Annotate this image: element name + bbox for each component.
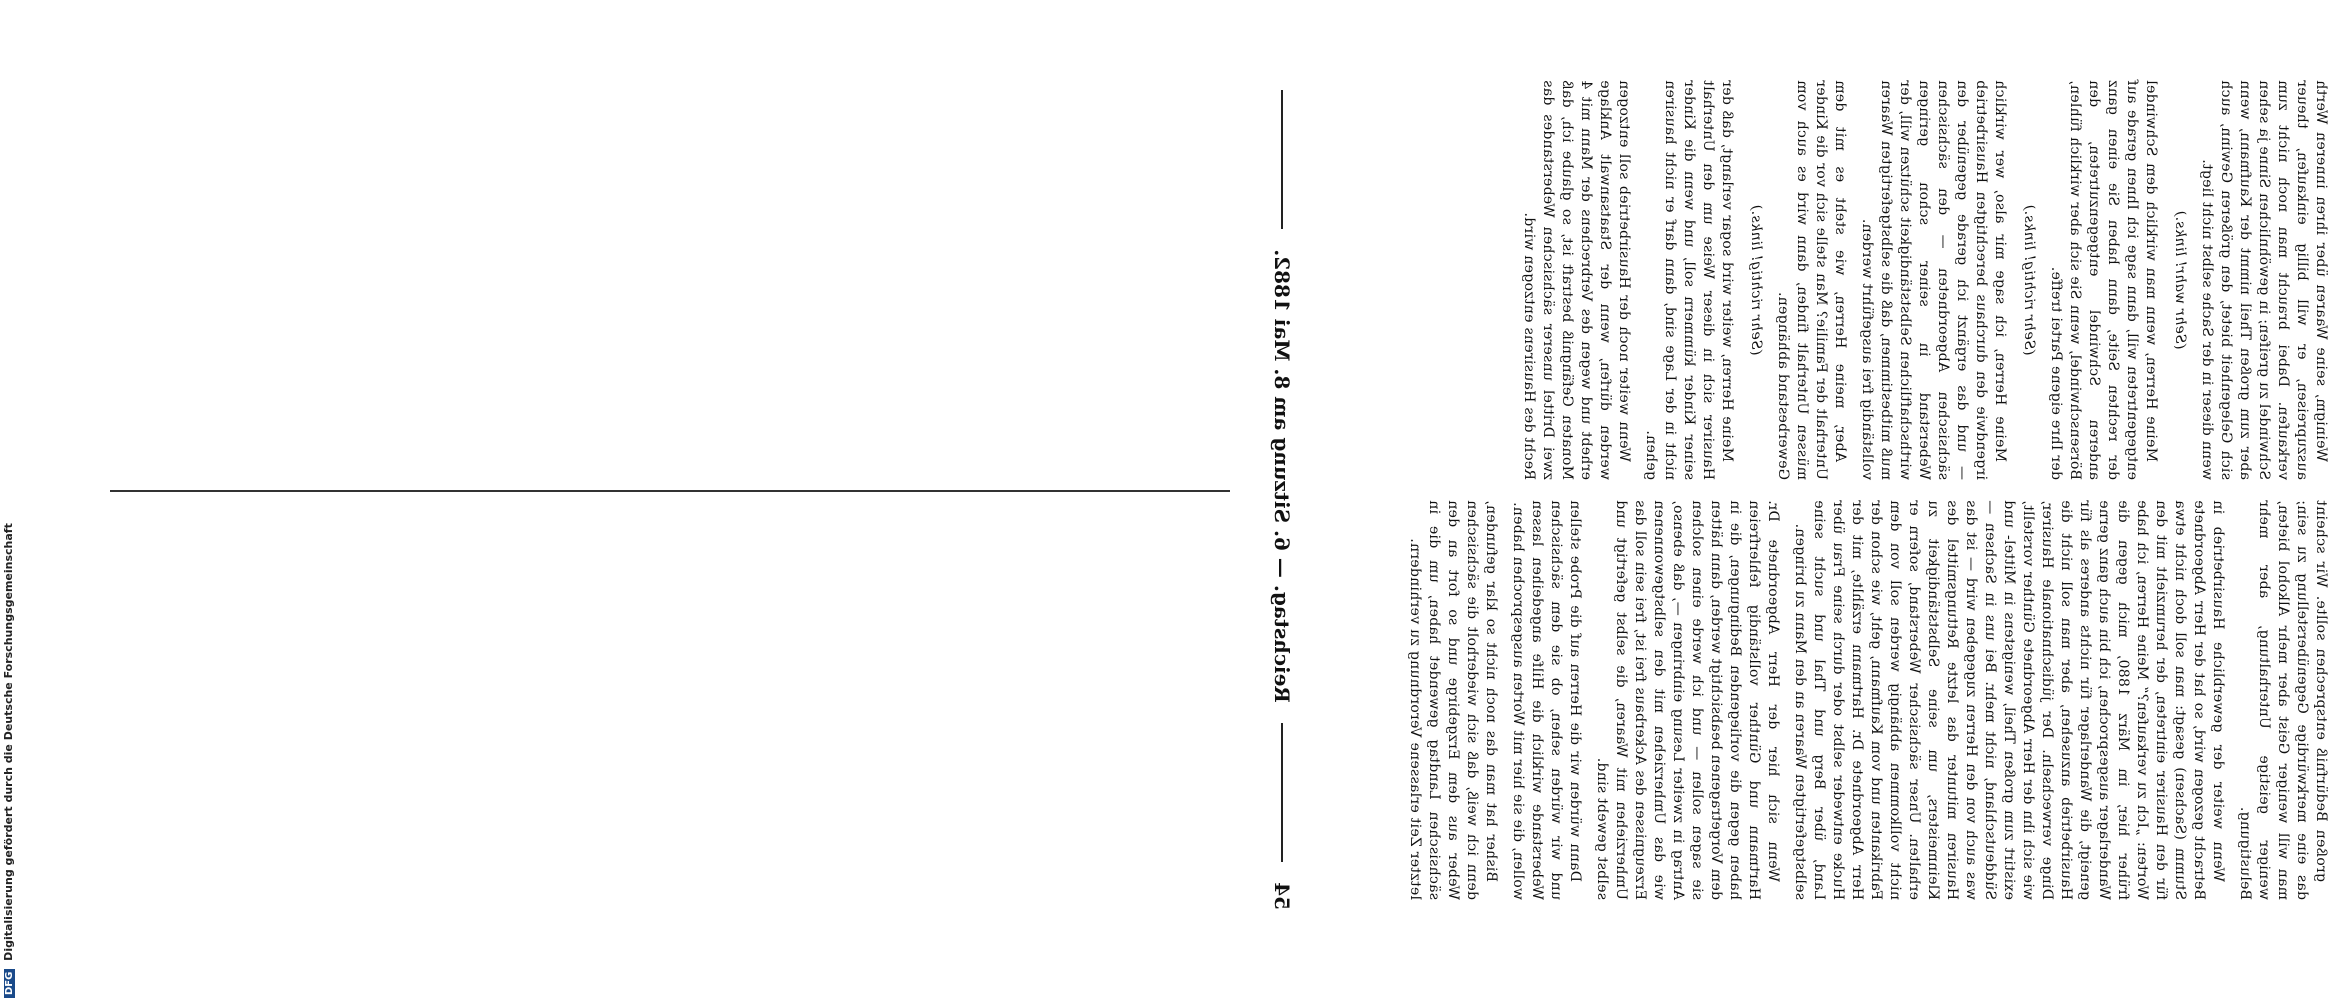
right-paragraph: Wenn weiter noch der Hausirbetrieb soll entzogen werden dürfen, wenn der Staatsanwalt Anklage erhebt und wegen des Verbrechens der Mann mit 4 Monaten Gefängniß bestraft ist, so glaube ich, daß zwei Drittel unserer sächsischen Weberstandes das Recht des Hausirens entzogen wird. <box>1521 80 1632 480</box>
left-paragraph: großen Bedürfniß entsprechen sollte. Wir scheint das eine merkwürdige Gegenüberstellung zu sein; man will weniger Geist aber mehr Alkohol bieten, weniger geistige Unterhaltung, aber mehr Belustigung. <box>2237 500 2329 900</box>
page-title: Reichstag. — 6. Sitzung am 8. Mai 1882. <box>1270 249 1294 703</box>
interjection: (Sehr richtig! links.) <box>2021 204 2037 356</box>
left-paragraph: Wenn weiter der gewerbliche Hausirbetrieb in Betracht gezogen wird, so hat der Herr Abgeordnete Stumm (Sachsen) gesagt: man soll doch nicht etwa für den Hausirer eintreten, der herumzieht mit den Worten: „Ich zu verkaufen?“ Meine Herren, ich habe früher hier, im März 1880, mich gegen die Wanderlager ausgesprochen, ich bin auch ganz gerne geneigt, die Wanderlager für nichts anderes als für Hausirbetrieb anzusehen, aber man soll nicht die Dinge verwechseln. Der jüdischnationale Hausirer, wie sich ihn der Herr Abgeordnete Günther vorstellt, existirt zum großen Theil, wenigstens in Mittel- und Süddeutschland, nicht mehr. Bei uns in Sachsen — was auch von den Herren zugegeben wird — ist das Hausiren mitunter das letzte Rettungsmittel des Kleinmeisters, um seine Selbstständigkeit zu erhalten. Unser sächsischer Weberstand, sofern er nicht vollkommen abhängig werden soll von dem Fabrikanten und vom Kaufmann, geht, wie schon der Herr Abgeordnete Dr. Hartmann erzählte, mit der Hucke entweder selbst oder durch seine Frau über Land, über Berg und Thal und sucht seine selbstgefertigten Waaren an den Mann zu bringen. <box>1792 500 2226 900</box>
footer-credit-text: Digitalisierung gefördert durch die Deutsche Forschungsgemeinschaft <box>2 523 15 961</box>
right-paragraph: Meine Herren, ich sage mir also, wer wirklich irgendwie den durchaus berechtigten Hausirbetrieb — und das ergänzt ich gerade gegenüber den sächsischen Abgeordneten — den sächsischen Weberstand in seiner schon geringen wirthschaftlichen Selbstständigkeit schützen will, der muß mitbestimmen, daß die selbstgefertigten Waaren vollständig frei ausgeführt werden. <box>1859 80 2008 480</box>
right-paragraph: Weinigm, seine Waaren über ihren inneren Werth auszupreisen, er will billig einkaufen, theuer verkaufen. Dabei braucht man noch nicht zum Schwindel zu greifen; in gewöhnlichen Sinne ja sehen aber zum großen Theil nimmt der Kaufmann, wenn sich Gelegenheit bietet, den größeren Gewinn, auch wenn dieser in der Sache selbst nicht liegt. <box>2199 80 2329 480</box>
right-column <box>1220 80 2330 480</box>
right-paragraph: Meine Herren, wenn man wirklich dem Schwindel entgegentreten will, dann sage ich Ihnen gerade auf der rechten Seite, dann haben Sie einen ganz anderen Schwindel entgegenzutreten, den Börsenschwindel, wenn Sie sich aber wirklich fühlen, der Ihre eigene Partei treffe. <box>2048 80 2159 480</box>
left-column <box>1220 500 2330 900</box>
left-paragraph: Wenn sich hier der Herr Abgeordnete Dr. Hartmann und Günther vollständig fehlerfreien haben gegen die vorliegenden Bedingungen, die in dem Vorgetragenen beabsichtigt werden, dann hätten sie sagen sollen — und ich werde einen solchen Antrag in zweiter Lesung einbringen —, daß ebenso, wie das Umherziehen mit den selbstgewonnenen Erzeugnissen des Ackerbaus frei ist, frei sein soll das Umherziehen mit Waaren, die selbst gefertigt und selbst gewebt sind. <box>1594 500 1781 900</box>
dfg-logo: DFG <box>4 969 15 998</box>
interjection: (Sehr wahr! links.) <box>2172 210 2188 350</box>
right-paragraph: Aber, meine Herren, wie steht es mit dem Unterhalt der Familie? Man stelle sich vor die Kinder müssen Unterhalt finden, dann wird es auch vom Gewerbestand abhängen. <box>1775 80 1848 480</box>
left-paragraph: Bisher hat man das noch nicht so klar gefunden, denn ich weiß, daß sich wiederholt die sächsischen Weber aus dem Erzgebirge und so fort an den sächsischen Landtag gewendet haben, um die in letzter Zeit erlassene Verordnung zu verhindern. <box>1407 500 1499 900</box>
page-number: 54 <box>1270 882 1294 910</box>
column-divider <box>110 490 1230 492</box>
right-paragraph: Meine Herren, weiter wird sogar verlangt, daß der Hausirer sich in dieser Weise um den Unterhalt seiner Kinder kümmern soll, und wenn die Kinder nicht in der Lage sind, dann darf er nicht hausiren gehen. <box>1643 80 1735 480</box>
left-paragraph: Dann würden wir die Herren auf die Probe stellen und wir würden sehen, ob sie dem sächsischen Weberstande wirklich die Hilfe angedeihen lassen wollen, die sie hier mit Worten ausgesprochen haben. <box>1510 500 1583 900</box>
interjection: (Sehr richtig! links.) <box>1748 204 1764 356</box>
